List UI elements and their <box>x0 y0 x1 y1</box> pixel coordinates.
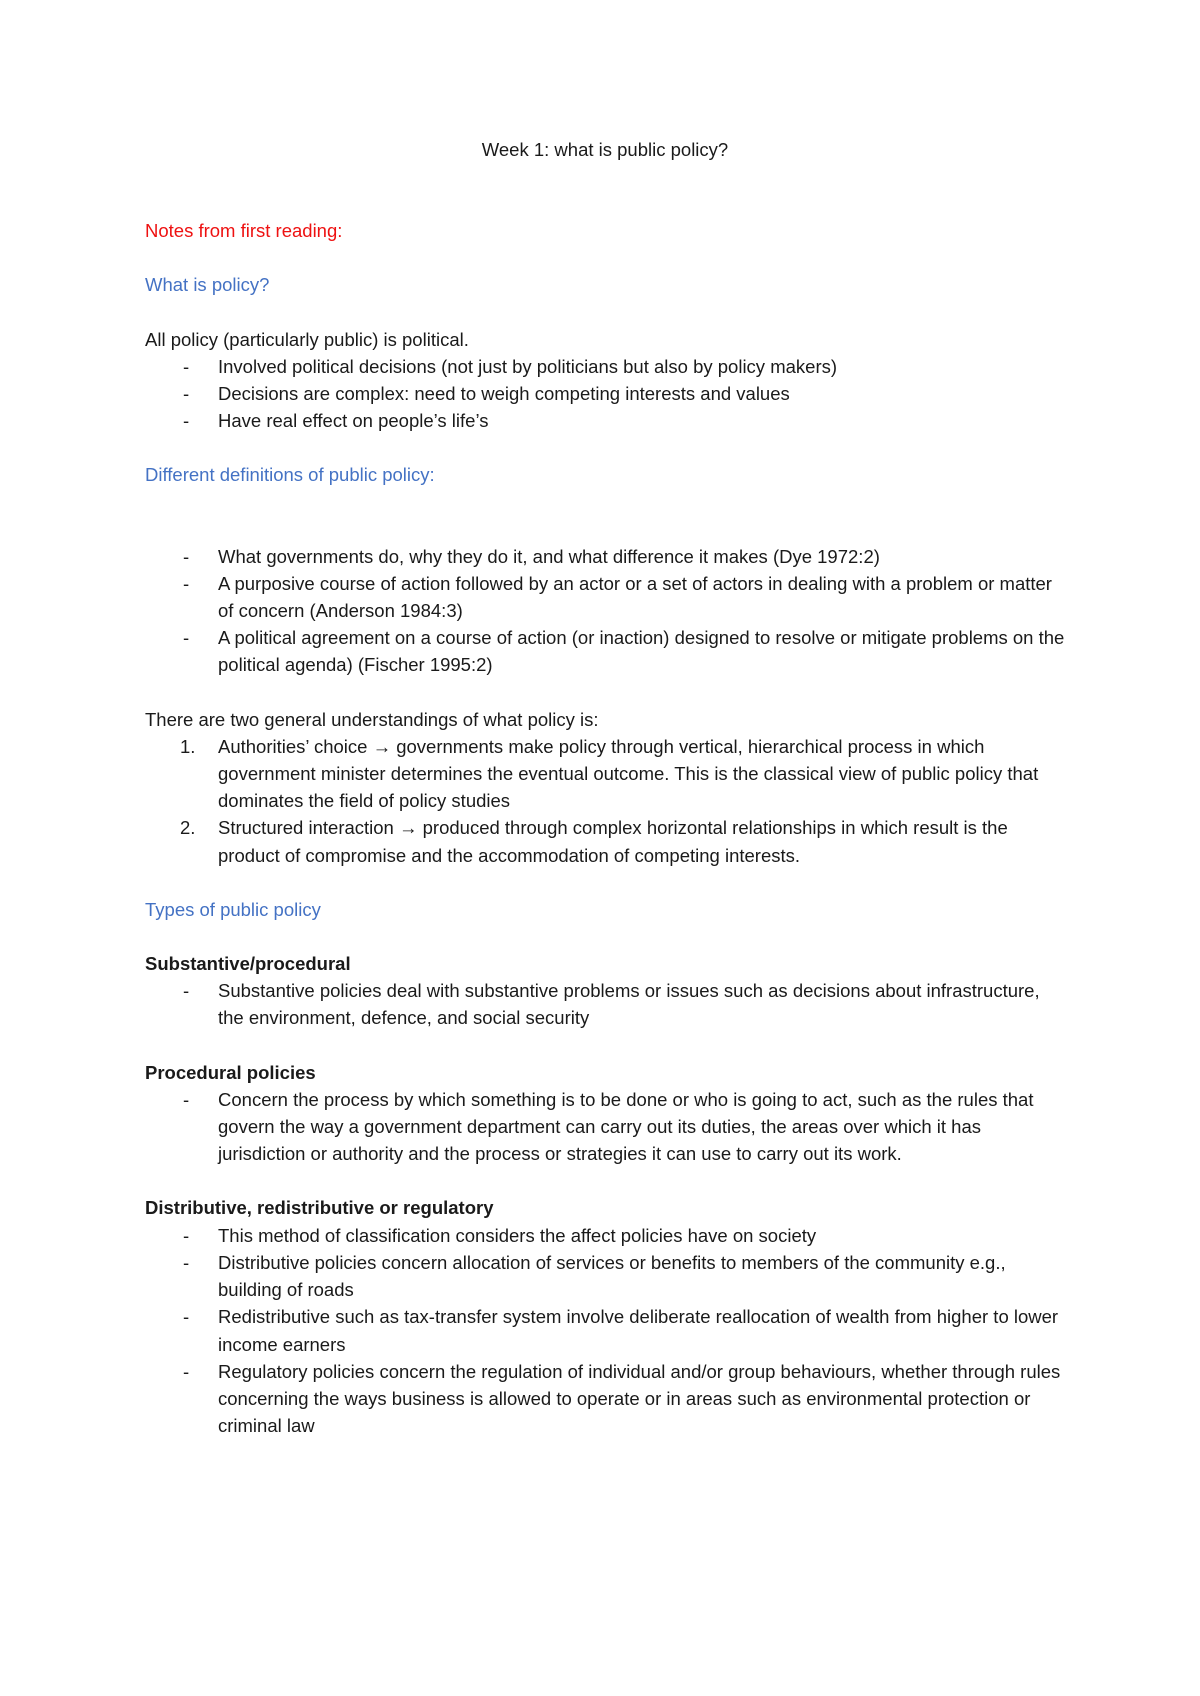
list-item <box>145 733 1065 815</box>
understanding-term: Structured interaction <box>218 817 394 839</box>
arrow-right-icon: → <box>372 735 392 757</box>
list-item: - Substantive policies deal with substantive problems or issues such as decisions about infrastructure, the environment, defence, and social security <box>145 977 1065 1031</box>
group-title-distributive: Distributive, redistributive or regulatory <box>145 1197 494 1219</box>
list-item: - Have real effect on people’s life’s <box>145 407 1065 434</box>
list-item: - What governments do, why they do it, and what difference it makes (Dye 1972:2) <box>145 543 1065 570</box>
group-title-procedural: Procedural policies <box>145 1061 316 1083</box>
understandings-list <box>145 733 1065 869</box>
list-item: - A political agreement on a course of action (or inaction) designed to resolve or mitigate problems on the political agenda) (Fischer 1995:2) <box>145 624 1065 678</box>
substantive-list <box>145 977 1065 1031</box>
bullet-dash: - <box>183 1251 190 1273</box>
bullet-dash: - <box>183 1360 190 1382</box>
bullet-dash: - <box>183 1088 190 1110</box>
bullet-dash: - <box>183 980 190 1002</box>
procedural-list <box>145 1086 1065 1168</box>
list-item: - Concern the process by which something is to be done or who is going to act, such as the rules that govern the way a government department can carry out its duties, the areas over which it has jurisdiction or authority and the process or strategies it can use to carry out its work. <box>145 1086 1065 1168</box>
bullet-dash: - <box>183 1306 190 1328</box>
definitions-list <box>145 543 1065 679</box>
list-item: - Regulatory policies concern the regulation of individual and/or group behaviours, whether through rules concerning the ways business is allowed to operate or in areas such as environmental protection or criminal law <box>145 1358 1065 1440</box>
list-number: 2. <box>180 817 196 839</box>
bullet-dash: - <box>183 1224 190 1246</box>
bullet-dash: - <box>183 410 190 432</box>
bullet-dash: - <box>183 572 190 594</box>
policy-bullet-list <box>145 353 1065 435</box>
reading-notes-heading: Notes from first reading: <box>145 220 343 242</box>
bullet-dash: - <box>183 383 190 405</box>
list-item: - A purposive course of action followed by an actor or a set of actors in dealing with a problem or matter of concern (Anderson 1984:3) <box>145 570 1065 624</box>
bullet-dash: - <box>183 627 190 649</box>
bullet-dash: - <box>183 545 190 567</box>
distributive-list <box>145 1222 1065 1440</box>
understanding-text: governments make policy through vertical, hierarchical process in which government minister determines the eventual outcome. This is the classical view of public policy that dominates the field of policy studies <box>218 735 1039 812</box>
list-item: - Decisions are complex: need to weigh competing interests and values <box>145 380 1065 407</box>
document-body <box>145 136 1065 1439</box>
list-item: - Involved political decisions (not just by politicians but also by policy makers) <box>145 353 1065 380</box>
understanding-term: Authorities’ choice <box>218 735 368 757</box>
policy-intro: All policy (particularly public) is political. <box>145 328 469 350</box>
list-number: 1. <box>180 735 196 757</box>
understanding-text: produced through complex horizontal relationships in which result is the product of compromise and the accommodation of competing interests. <box>218 817 1008 866</box>
page-title: Week 1: what is public policy? <box>481 139 729 160</box>
arrow-right-icon: → <box>398 817 418 839</box>
bullet-dash: - <box>183 355 190 377</box>
list-item: - This method of classification considers the affect policies have on society <box>145 1222 1065 1249</box>
types-heading: Types of public policy <box>145 898 321 920</box>
definitions-heading: Different definitions of public policy: <box>145 464 435 486</box>
list-item: - Distributive policies concern allocation of services or benefits to members of the community e.g., building of roads <box>145 1249 1065 1303</box>
list-item <box>145 814 1065 868</box>
understandings-intro: There are two general understandings of what policy is: <box>145 708 599 730</box>
list-item: - Redistributive such as tax-transfer system involve deliberate reallocation of wealth from higher to lower income earners <box>145 1303 1065 1357</box>
what-is-policy-heading: What is policy? <box>145 274 270 296</box>
group-title-substantive: Substantive/procedural <box>145 953 351 975</box>
